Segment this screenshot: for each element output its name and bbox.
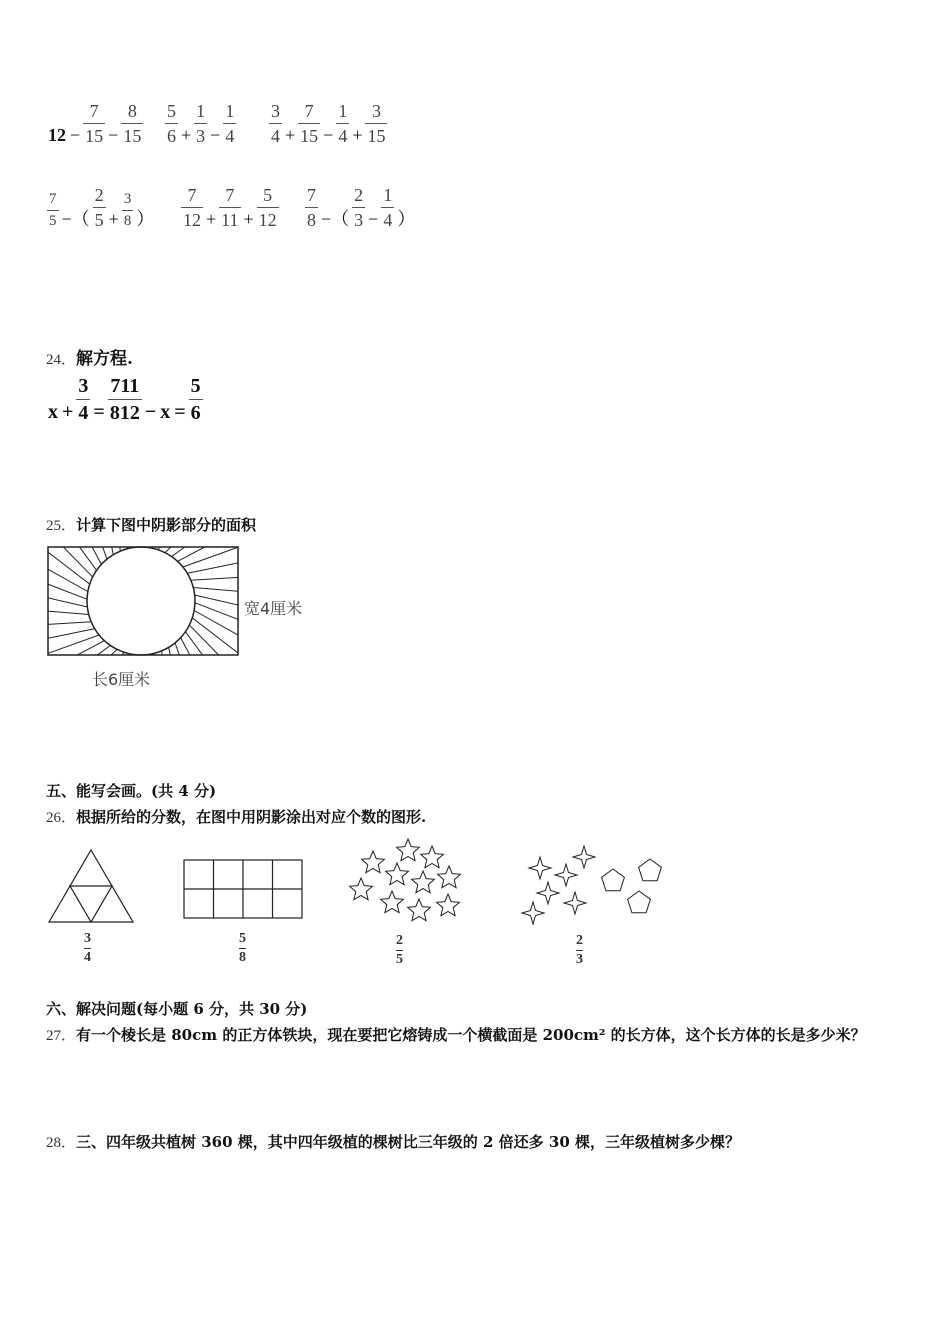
lead-number: 12 [48,125,66,145]
operator: − [108,125,119,145]
question-title: 根据所给的分数，在图中用阴影涂出对应个数的图形. [76,808,427,826]
calc-expression-4 [46,186,156,229]
hatch-line [17,500,103,588]
rectangle-grid-figure [182,858,304,920]
fraction: $\frac{3}{8}$ [123,191,132,229]
hatch-line [100,641,144,756]
hatch-line [180,609,278,684]
triangle-grid-figure [46,847,136,925]
shaded-rectangle-figure [46,545,241,657]
sparkle-icon [555,864,577,886]
operator: −（ [61,209,90,229]
pentagon-icon [628,891,651,913]
calc-expression-5 [180,186,280,229]
stars-figure [345,838,465,933]
question-text: 有一个棱长是 80cm 的正方体铁块，现在要把它熔铸成一个横截面是 200cm² 的长方体，这个长方体的长是多少米？ [76,1026,866,1044]
calc-expression-6 [304,186,417,229]
question-25-heading [46,514,256,535]
star-icon [438,866,461,888]
operator: + [206,209,217,229]
fraction: $\frac{3}{4}$ [78,375,89,424]
calc-expression-2 [164,102,237,145]
section-5-title: 五、能写会画。(共 4 分) [46,782,217,800]
operator: − [70,125,81,145]
figure-fraction-1: $\frac{3}{4}$ [84,931,91,965]
operator: − [323,125,334,145]
hatch-line [0,621,106,628]
operator: + [181,125,192,145]
star-icon [362,851,385,873]
question-number: 28． [46,1135,77,1151]
calc-expression-1 [46,102,144,145]
hatch-line [126,441,136,564]
equation-line: x + $\frac{3}{4}$ = $\frac{711}{812}$ − x = $\frac{5}{6}$ [48,375,201,424]
hatch-line [170,629,212,745]
question-27 [46,1024,866,1045]
star-icon [437,894,460,916]
question-number: 26． [46,810,77,826]
fraction: $\frac{5}{6}$ [167,101,176,146]
fraction: $\frac{5}{12}$ [258,185,277,230]
hatch-line [79,641,139,748]
operator: + [108,209,119,229]
fraction: $\frac{1}{3}$ [196,101,206,146]
question-number: 27． [46,1028,77,1044]
operator: − [368,209,379,229]
figure-fraction-4: $\frac{2}{3}$ [576,933,583,967]
pentagon-icon [639,859,662,881]
hatch-line [114,443,121,566]
sparkles-pentagons-figure [518,843,668,928]
fraction: $\frac{2}{3}$ [354,185,364,230]
star-icon [350,878,373,900]
question-text: 三、四年级共植树 360 棵，其中四年级植的棵树比三年级的 2 倍还多 30 棵，三年级植树多少棵？ [76,1133,740,1151]
hatch-line [137,446,181,561]
question-number: 24． [46,352,77,368]
pentagon-icon [602,869,625,891]
hatch-line [146,638,156,761]
fraction: $\frac{1}{4}$ [225,101,235,146]
fraction: $\frac{3}{15}$ [367,101,386,146]
length-label: 长6厘米 [92,670,151,689]
hatch-line [161,636,168,759]
calc-expression-3 [268,102,388,145]
operator: + [285,125,296,145]
hatch-line [179,614,265,702]
figure-fraction-3: $\frac{2}{5}$ [396,933,403,967]
hatch-line [169,530,285,572]
star-icon [397,839,420,861]
hatch-line [132,442,160,562]
sparkle-icon [529,857,551,879]
fraction: $\frac{7}{15}$ [85,101,104,146]
star-icon [386,863,409,885]
star-icon [421,846,444,868]
fraction: $\frac{7}{12}$ [183,185,201,230]
sparkle-icon [537,882,559,904]
sparkle-icon [522,902,544,924]
hatch-line [143,454,203,561]
operator: − [210,125,221,145]
star-icon [412,871,435,893]
question-24-heading [46,344,133,369]
fraction: $\frac{3}{4}$ [271,101,280,146]
sparkle-icon [564,892,586,914]
fraction: $\frac{5}{6}$ [190,375,201,424]
operator: + [243,209,254,229]
operator: −（ [321,209,350,229]
question-title: 计算下图中阴影部分的面积 [76,516,257,534]
hatch-line [123,640,151,760]
inner-circle [87,547,195,655]
question-26-heading [46,806,426,827]
fraction: $\frac{1}{4}$ [338,101,348,146]
hatch-line [178,586,301,596]
question-28 [46,1131,740,1152]
fraction: $\frac{1}{4}$ [383,185,393,230]
fraction: $\frac{7}{8}$ [307,185,316,230]
fraction: $\frac{7}{15}$ [300,101,319,146]
operator: ） [136,209,155,229]
inner-triangle [70,886,112,922]
fraction: $\frac{8}{15}$ [123,101,142,146]
fraction: $\frac{7}{11}$ [221,185,239,230]
star-icon [381,891,404,913]
fraction: $\frac{711}{812}$ [109,375,140,424]
star-icon [408,899,431,921]
question-title: 解方程. [76,349,133,369]
question-number: 25． [46,518,77,534]
hatch-line [176,574,299,581]
fraction: $\frac{2}{5}$ [94,185,104,230]
figure-fraction-2: $\frac{5}{8}$ [239,931,246,965]
operator: + [352,125,363,145]
fraction: $\frac{7}{5}$ [49,191,57,229]
operator: ） [397,209,416,229]
sparkle-icon [573,846,595,868]
width-label: 宽4厘米 [244,599,303,618]
section-6-title: 六、解决问题(每小题 6 分，共 30 分) [46,1000,308,1018]
